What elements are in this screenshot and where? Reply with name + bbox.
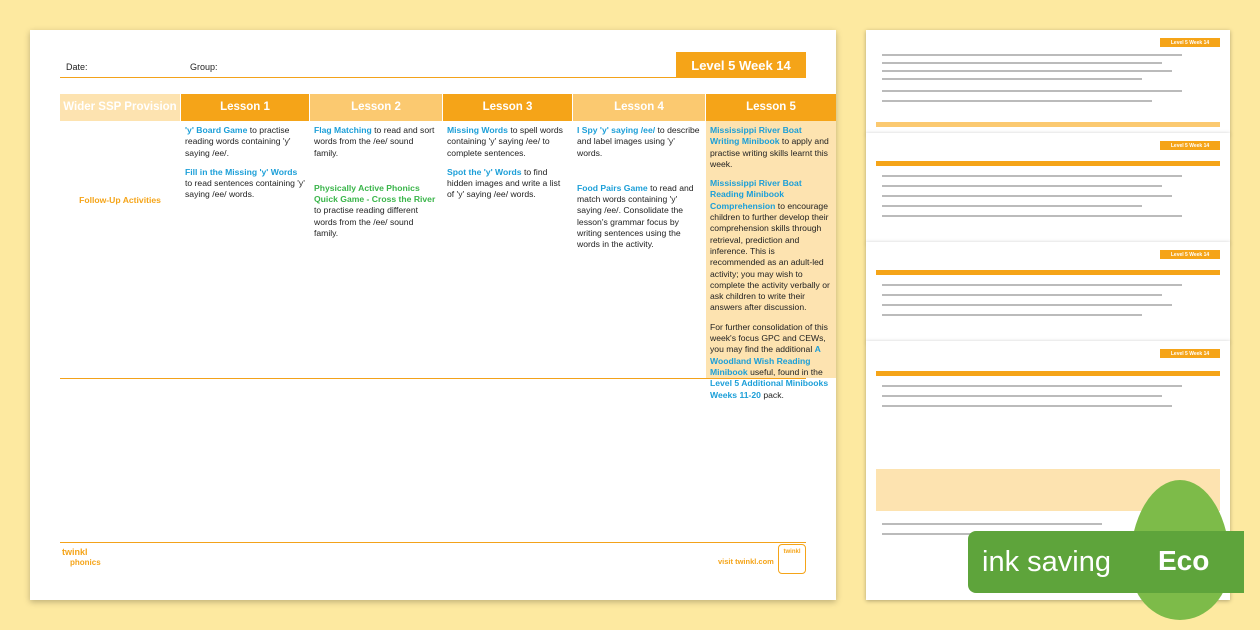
link-missing-words[interactable]: Missing Words bbox=[447, 125, 508, 135]
lesson-2-activity-a: Flag Matching to read and sort words from the /ee/ sound family. bbox=[314, 125, 435, 158]
date-label: Date: bbox=[66, 62, 88, 72]
lesson-1-activity-b: Fill in the Missing 'y' Words to read sentences containing 'y' saying /ee/ words. bbox=[185, 166, 305, 200]
group-label: Group: bbox=[190, 62, 218, 72]
link-woodland-wish-minibook[interactable]: A Woodland Wish Reading Minibook bbox=[710, 344, 821, 377]
link-food-pairs-game[interactable]: Food Pairs Game bbox=[577, 182, 648, 193]
lesson-4-column bbox=[573, 94, 705, 378]
lesson-1-header: Lesson 1 bbox=[181, 94, 309, 121]
lesson-3-activity-b: Spot the 'y' Words to find hidden images and write a list of 'y' saying /ee/ words. bbox=[447, 166, 561, 200]
level-badge: Level 5 Week 14 bbox=[676, 52, 806, 78]
lesson-3-column bbox=[443, 94, 572, 378]
link-cross-the-river[interactable]: Physically Active Phonics Quick Game - Cross the River bbox=[314, 182, 436, 205]
quality-badge-icon: twinkl bbox=[778, 544, 806, 574]
link-fill-missing-y-words[interactable]: Fill in the Missing 'y' Words bbox=[185, 166, 298, 177]
lesson-4-activity-a: I Spy 'y' saying /ee/ to describe and label images using 'y' words. bbox=[577, 125, 700, 158]
twinkl-logo: twinkl bbox=[62, 547, 88, 557]
lesson-5-activity-c: For further consolidation of this week's focus GPC and CEWs, you may find the additional A Woodland Wish Reading Minibook useful, found in the Level 5 Additional Minibooks Weeks 11-20 pack. bbox=[710, 321, 829, 400]
lesson-3-activity-a: Missing Words to spell words containing 'y' saying /ee/ to complete sentences. bbox=[447, 125, 563, 158]
link-flag-matching[interactable]: Flag Matching bbox=[314, 125, 372, 135]
thumbnail-page-2: Level 5 Week 14 bbox=[866, 133, 1230, 243]
eco-label: Eco bbox=[1158, 545, 1210, 576]
link-spot-the-y-words[interactable]: Spot the 'y' Words bbox=[447, 166, 522, 177]
lesson-5-column bbox=[706, 94, 836, 400]
lesson-5-header: Lesson 5 bbox=[706, 94, 836, 121]
lesson-3-header: Lesson 3 bbox=[443, 94, 572, 121]
lesson-2-column bbox=[310, 94, 442, 378]
thumbnail-page-1: Level 5 Week 14 bbox=[866, 30, 1230, 134]
phonics-logo: phonics bbox=[70, 558, 101, 567]
link-writing-minibook[interactable]: Mississippi River Boat Writing Minibook bbox=[710, 125, 802, 147]
footer-divider bbox=[60, 542, 806, 543]
provision-column bbox=[60, 94, 180, 378]
lesson-2-header: Lesson 2 bbox=[310, 94, 442, 121]
link-additional-minibooks-pack[interactable]: Level 5 Additional Minibooks Weeks 11-20 bbox=[710, 378, 829, 400]
ink-saving-banner: ink saving bbox=[968, 531, 1244, 593]
link-reading-minibook-comprehension[interactable]: Mississippi River Boat Reading Minibook Comprehension bbox=[710, 178, 802, 211]
lesson-1-column bbox=[181, 94, 309, 378]
lesson-4-activity-b: Food Pairs Game to read and match words containing 'y' saying /ee/. Consolidate the lesson's grammar focus by writing sentences using the words in the activity. bbox=[577, 182, 694, 250]
follow-up-activities-label: Follow-Up Activities bbox=[79, 195, 161, 205]
link-y-board-game[interactable]: 'y' Board Game bbox=[185, 125, 248, 135]
lesson-plan-page bbox=[30, 30, 836, 600]
lesson-4-header: Lesson 4 bbox=[573, 94, 705, 121]
lesson-2-activity-b: Physically Active Phonics Quick Game - Cross the River to practise reading different words from the /ee/ sound family. bbox=[314, 182, 436, 239]
provision-header: Wider SSP Provision bbox=[60, 94, 180, 121]
visit-link[interactable]: visit twinkl.com bbox=[718, 557, 774, 566]
link-i-spy[interactable]: I Spy 'y' saying /ee/ bbox=[577, 125, 656, 135]
lesson-5-activity-b: Mississippi River Boat Reading Minibook Comprehension to encourage children to further develop their comprehension skills through retrieval, prediction and inference. This is recommended as an adult-led activity; you may wish to complete the activity verbally or ask children to write their answers after discussion. bbox=[710, 178, 830, 313]
lesson-1-activity-a: 'y' Board Game to practise reading words containing 'y' saying /ee/. bbox=[185, 125, 291, 158]
lesson-5-activity-a: Mississippi River Boat Writing Minibook to apply and practise writing skills learnt this week. bbox=[710, 125, 829, 169]
plan-table bbox=[60, 94, 830, 400]
thumbnail-page-3: Level 5 Week 14 bbox=[866, 242, 1230, 342]
thumbnail-page-4: Level 5 Week 14 bbox=[866, 341, 1230, 600]
